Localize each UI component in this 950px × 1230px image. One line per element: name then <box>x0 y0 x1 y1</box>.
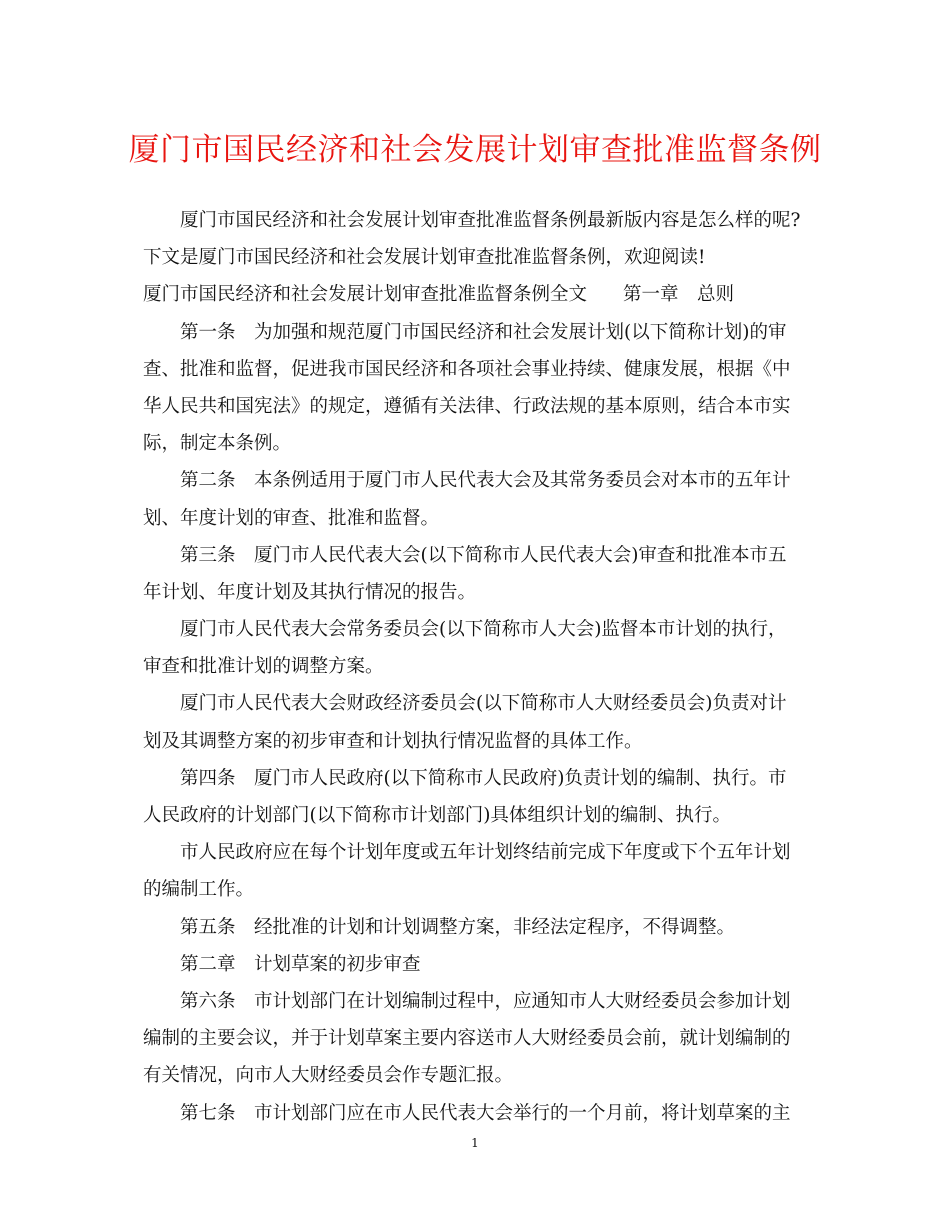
article-line: 第一条 为加强和规范厦门市国民经济和社会发展计划(以下简称计划)的审 <box>180 321 787 343</box>
full-text-label: 厦门市国民经济和社会发展计划审查批准监督条例全文 <box>143 284 588 306</box>
document-title: 厦门市国民经济和社会发展计划审查批准监督条例 <box>128 132 822 168</box>
article-line: 审查和批准计划的调整方案。 <box>143 656 384 678</box>
paragraph-line <box>143 276 809 313</box>
article-line: 第四条 厦门市人民政府(以下简称市人民政府)负责计划的编制、执行。市 <box>180 767 787 789</box>
chapter-heading: 第二章 计划草案的初步审查 <box>180 953 421 975</box>
article-line: 市人民政府应在每个计划年度或五年计划终结前完成下年度或下个五年计划 <box>180 842 791 864</box>
article-line: 第三条 厦门市人民代表大会(以下简称市人民代表大会)审查和批准本市五 <box>180 544 787 566</box>
article-line: 华人民共和国宪法》的规定，遵循有关法律、行政法规的基本原则，结合本市实 <box>143 395 791 417</box>
article-line: 查、批准和监督，促进我市国民经济和各项社会事业持续、健康发展，根据《中 <box>143 358 791 380</box>
article-line: 有关情况，向市人大财经委员会作专题汇报。 <box>143 1065 514 1087</box>
article-line: 第七条 市计划部门应在市人民代表大会举行的一个月前，将计划草案的主 <box>180 1102 791 1124</box>
paragraph-line: 厦门市国民经济和社会发展计划审查批准监督条例最新版内容是怎么样的呢? <box>180 210 801 231</box>
article-line: 厦门市人民代表大会常务委员会(以下简称市人大会)监督本市计划的执行， <box>180 619 787 641</box>
article-line: 第二条 本条例适用于厦门市人民代表大会及其常务委员会对本市的五年计 <box>180 470 791 492</box>
article-line: 划、年度计划的审查、批准和监督。 <box>143 507 440 529</box>
article-line: 厦门市人民代表大会财政经济委员会(以下简称市人大财经委员会)负责对计 <box>180 693 787 715</box>
article-line: 第五条 经批准的计划和计划调整方案，非经法定程序，不得调整。 <box>180 916 736 938</box>
document-body <box>143 202 809 1132</box>
article-line: 年计划、年度计划及其执行情况的报告。 <box>143 581 477 603</box>
article-line: 际，制定本条例。 <box>143 433 292 455</box>
page-number: 1 <box>471 1136 479 1150</box>
article-line: 编制的主要会议，并于计划草案主要内容送市人大财经委员会前，就计划编制的 <box>143 1028 791 1050</box>
article-line: 第六条 市计划部门在计划编制过程中，应通知市人大财经委员会参加计划 <box>180 990 791 1012</box>
chapter-heading: 第一章 总则 <box>623 284 735 306</box>
article-line: 划及其调整方案的初步审查和计划执行情况监督的具体工作。 <box>143 730 643 752</box>
article-line: 的编制工作。 <box>143 879 255 901</box>
paragraph-line: 下文是厦门市国民经济和社会发展计划审查批准监督条例，欢迎阅读! <box>143 247 706 269</box>
article-line: 人民政府的计划部门(以下简称市计划部门)具体组织计划的编制、执行。 <box>143 805 731 826</box>
